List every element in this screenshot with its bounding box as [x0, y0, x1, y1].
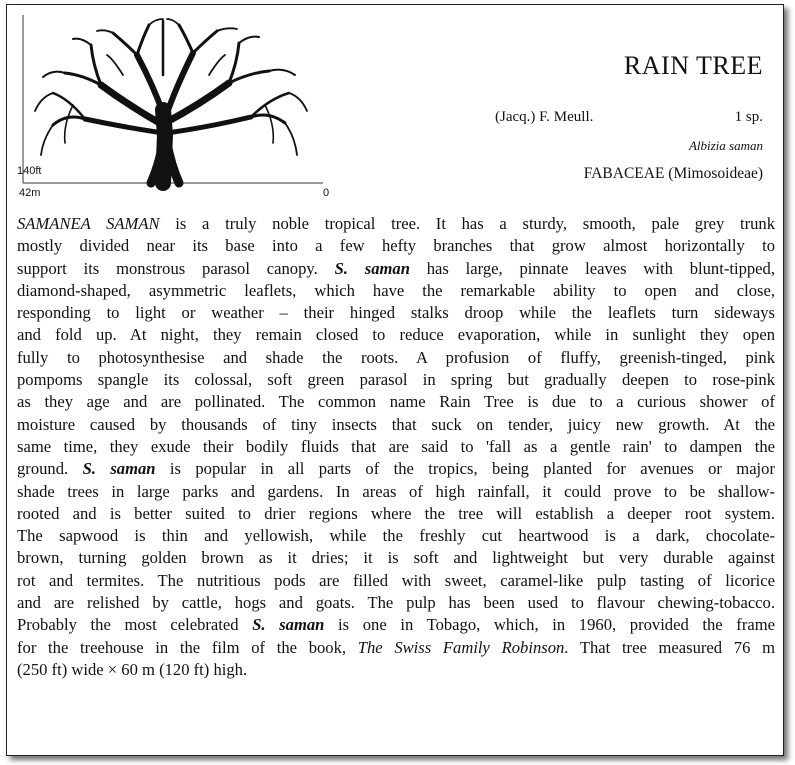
text-segment: moisture caused by thousands of tiny insects that suck on tender, juicy new growth. At the: [17, 414, 775, 434]
author-citation: (Jacq.) F. Meull.: [495, 109, 594, 125]
text-segment: fully to photosynthesise and shade the roots. A profusion of fluffy, greenish-tinged, pink: [17, 347, 775, 367]
text-line: [17, 436, 775, 458]
text-line: [17, 637, 775, 659]
text-line: [17, 324, 775, 346]
text-segment: rot and termites. The nutritious pods are filled with sweet, caramel-like pulp tasting of licorice: [17, 570, 775, 590]
rain-tree-silhouette-icon: [13, 15, 333, 201]
text-segment: diamond-shaped, asymmetric leaflets, which have the remarkable ability to open and close,: [17, 280, 775, 300]
emphasis-text: S. saman: [252, 615, 325, 635]
description-text: [17, 213, 775, 681]
species-count: 1 sp.: [734, 109, 763, 125]
text-line: [17, 547, 775, 569]
text-segment: (250 ft) wide × 60 m (120 ft) high.: [17, 659, 248, 679]
text-line: [17, 414, 775, 436]
text-segment: support its monstrous parasol canopy.: [17, 258, 335, 278]
text-segment: rooted and is better suited to drier regions where the tree will establish a deeper root system.: [17, 503, 775, 523]
text-line: [17, 481, 775, 503]
text-segment: and are relished by cattle, hogs and goats. The pulp has been used to flavour chewing-tobacco.: [17, 593, 775, 613]
text-segment: Probably the most celebrated: [17, 615, 253, 635]
emphasis-text: S. saman: [334, 258, 410, 278]
text-line: [17, 258, 775, 280]
text-segment: . That tree measured 76 m: [564, 637, 775, 657]
text-segment: is a truly noble tropical tree. It has a sturdy, smooth, pale grey trunk: [159, 214, 775, 233]
text-segment: responding to light or weather – their hinged stalks droop while the leaflets turn sideways: [17, 303, 775, 323]
text-line: [17, 280, 775, 302]
family-name: FABACEAE (Mimosoideae): [583, 165, 763, 182]
text-segment: ground.: [17, 459, 83, 479]
text-line: [17, 525, 775, 547]
text-line: [17, 614, 775, 636]
text-line: [17, 369, 775, 391]
text-segment: mostly divided near its base into a few hefty branches that grow almost horizontally to: [17, 236, 775, 256]
text-line: [17, 503, 775, 525]
text-line: [17, 213, 775, 235]
text-segment: has large, pinnate leaves with blunt-tipped,: [409, 258, 775, 278]
tree-figure: [13, 15, 333, 201]
scale-width-label: 42m: [19, 187, 41, 199]
text-segment: is one in Tobago, which, in 1960, provided the frame: [324, 615, 775, 635]
text-line: [17, 659, 775, 681]
emphasis-text: S. saman: [82, 459, 156, 479]
text-segment: pompoms spangle its colossal, soft green parasol in spring but gradually deepen to rose-pink: [17, 370, 775, 390]
text-segment: The sapwood is thin and yellowish, while the freshly cut heartwood is a dark, chocolate-: [17, 526, 775, 546]
text-line: [17, 235, 775, 257]
scale-zero-label: 0: [323, 187, 330, 199]
text-segment: is popular in all parts of the tropics, being planted for avenues or major: [155, 459, 775, 479]
text-segment: as they age and are pollinated. The common name Rain Tree is due to a curious shower of: [17, 392, 775, 412]
emphasis-text: SAMANEA SAMAN: [17, 214, 160, 233]
text-line: [17, 302, 775, 324]
text-line: [17, 347, 775, 369]
text-segment: brown, turning golden brown as it dries; it is soft and lightweight but very durable against: [17, 548, 775, 568]
text-segment: for the treehouse in the film of the book,: [17, 637, 358, 657]
page-frame: [6, 4, 784, 756]
text-segment: and fold up. At night, they remain closed to reduce evaporation, while in sunlight they open: [17, 325, 775, 345]
text-line: [17, 391, 775, 413]
text-line: [17, 570, 775, 592]
page-title: RAIN TREE: [623, 51, 763, 80]
synonym-name: Albizia saman: [688, 138, 763, 153]
text-line: [17, 458, 775, 480]
text-segment: shade trees in large parks and gardens. In areas of high rainfall, it could prove to be shallow-: [17, 481, 775, 501]
emphasis-text: The Swiss Family Robinson: [357, 637, 565, 657]
scale-height-label: 140ft: [17, 165, 42, 177]
text-line: [17, 592, 775, 614]
text-segment: same time, they exude their bodily fluids that are said to 'fall as a gentle rain' to dampen the: [17, 436, 775, 456]
